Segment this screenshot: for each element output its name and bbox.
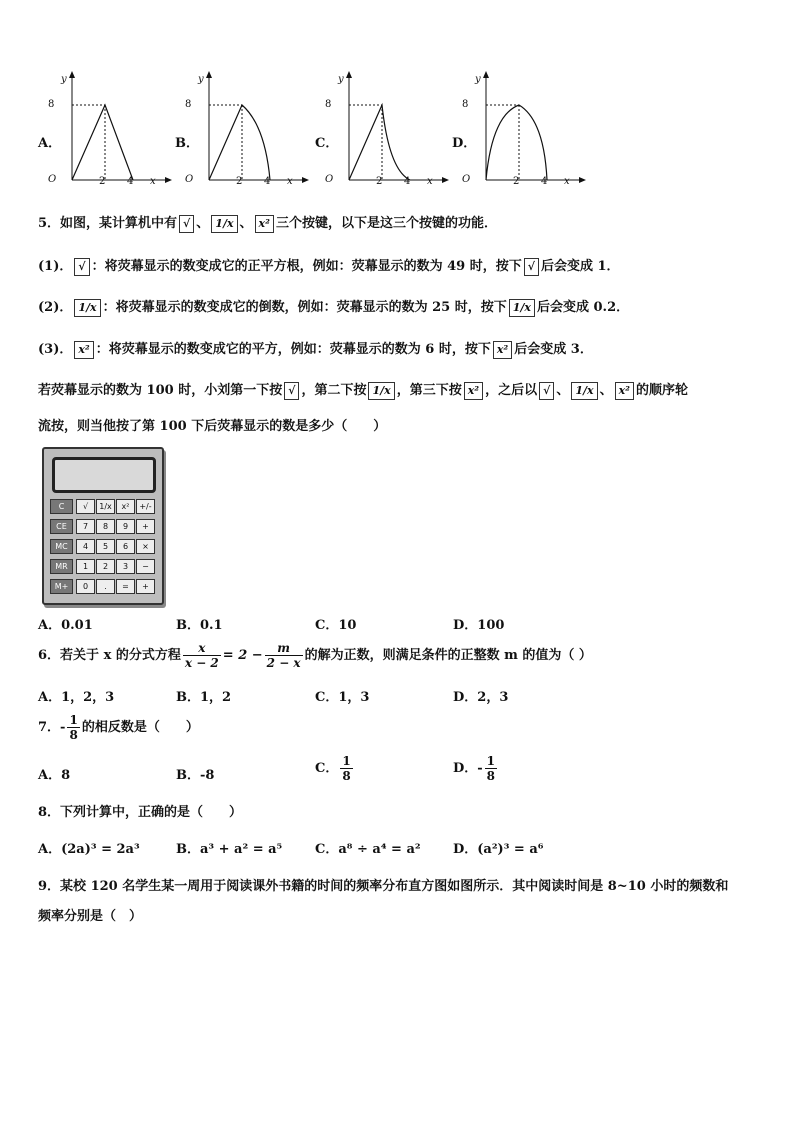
- calc-key: 1: [76, 559, 95, 574]
- option-label: D．: [452, 136, 477, 151]
- calc-key: √: [76, 499, 95, 514]
- calc-key: 3: [116, 559, 135, 574]
- graph-d-svg: [474, 70, 604, 200]
- point-text: 后会变成 1．: [540, 259, 620, 274]
- reciprocal-key-icon: 1/x: [74, 299, 100, 317]
- origin-label: O: [462, 174, 471, 185]
- fraction: [340, 754, 352, 783]
- calculator-illustration: [42, 447, 164, 605]
- peak-label: 8: [462, 99, 469, 110]
- point-text: ：将荧幕显示的数变成它的平方，例如：荧幕显示的数为 6 时，按下: [95, 342, 491, 357]
- q5-stem-text: 5．如图，某计算机中有: [38, 216, 178, 231]
- q6-option-b: B．1，2: [176, 690, 232, 705]
- x-tick-2: 2: [236, 176, 243, 187]
- y-axis-label: y: [475, 74, 481, 85]
- fraction-numerator: 1: [69, 713, 78, 727]
- question-text: 若荧幕显示的数为 100 时，小刘第一下按: [38, 383, 283, 398]
- peak-label: 8: [185, 99, 192, 110]
- fraction-denominator: x − 2: [184, 656, 219, 670]
- square-key-icon: x²: [74, 341, 93, 359]
- sqrt-key-icon: √: [179, 215, 194, 233]
- question-text: 的顺序轮: [636, 383, 689, 398]
- q5-option-a: A．0.01: [38, 618, 93, 633]
- graph-b-svg: [197, 70, 327, 200]
- fraction: [183, 641, 221, 670]
- q7-stem: [38, 713, 199, 742]
- q5-stem: [38, 212, 497, 233]
- graph-option-a: [38, 70, 188, 200]
- q7-option-b: B．-8: [176, 768, 215, 783]
- fraction-denominator: 2 − x: [266, 656, 301, 670]
- q5-point-2: [38, 296, 629, 317]
- graph-option-d: [452, 70, 602, 200]
- graph-a-svg: [60, 70, 190, 200]
- calc-key: 1/x: [96, 499, 115, 514]
- graph-c-svg: [337, 70, 467, 200]
- calc-key: .: [96, 579, 115, 594]
- calc-key: −: [136, 559, 155, 574]
- question-text: 、: [599, 383, 613, 398]
- fraction: [485, 754, 497, 783]
- calc-key: 2: [96, 559, 115, 574]
- calc-key: MC: [50, 539, 73, 554]
- q8-stem: 8．下列计算中，正确的是（ ）: [38, 805, 243, 820]
- fraction-denominator: 8: [69, 728, 78, 742]
- q5-option-b: B．0.1: [176, 618, 223, 633]
- x-tick-4: 4: [404, 176, 411, 187]
- q5-stem-sep: 、: [239, 216, 253, 231]
- x-tick-4: 4: [541, 176, 548, 187]
- x-tick-4: 4: [264, 176, 271, 187]
- q7-text: 的相反数是（ ）: [81, 720, 199, 735]
- reciprocal-key-icon: 1/x: [571, 382, 597, 400]
- option-label: C．: [315, 761, 339, 776]
- fraction-numerator: x: [183, 641, 221, 656]
- q5-stem-text: 三个按键，以下是这三个按键的功能．: [275, 216, 497, 231]
- point-text: 后会变成 3．: [514, 342, 593, 357]
- square-key-icon: x²: [493, 341, 512, 359]
- fraction: [265, 641, 303, 670]
- fraction: [67, 713, 79, 742]
- origin-label: O: [48, 174, 57, 185]
- q5-question-line2: 流按，则当他按了第 100 下后荧幕显示的数是多少（ ）: [38, 419, 387, 434]
- point-text: ：将荧幕显示的数变成它的正平方根，例如：荧幕显示的数为 49 时，按下: [91, 259, 522, 274]
- q7-option-c: [315, 754, 355, 783]
- q5-option-c: C．10: [315, 618, 357, 633]
- calc-key: 5: [96, 539, 115, 554]
- calc-key: C: [50, 499, 73, 514]
- reciprocal-key-icon: 1/x: [211, 215, 237, 233]
- q6-text: 6．若关于 x 的分式方程: [38, 648, 181, 663]
- x-axis-label: x: [427, 176, 433, 187]
- calc-key: ×: [136, 539, 155, 554]
- fraction-denominator: 8: [486, 769, 496, 783]
- point-number: (1)．: [38, 259, 73, 274]
- graph-option-c: [315, 70, 465, 200]
- x-axis-label: x: [564, 176, 570, 187]
- fraction-numerator: m: [265, 641, 303, 656]
- calc-key: M+: [50, 579, 73, 594]
- q8-option-d: D．(a²)³ = a⁶: [453, 842, 544, 857]
- q5-option-d: D．100: [453, 618, 505, 633]
- q6-stem: [38, 641, 592, 670]
- fraction-numerator: 1: [486, 754, 496, 768]
- option-label: C．: [315, 136, 339, 151]
- graph-option-b: [175, 70, 325, 200]
- origin-label: O: [185, 174, 194, 185]
- reciprocal-key-icon: 1/x: [368, 382, 394, 400]
- fraction-denominator: 8: [342, 769, 351, 783]
- calc-key: +: [136, 519, 155, 534]
- square-key-icon: x²: [255, 215, 274, 233]
- q6-option-a: A．1，2，3: [38, 690, 115, 705]
- x-axis-label: x: [150, 176, 156, 187]
- point-number: (2)．: [38, 300, 73, 315]
- q5-question-line1: [38, 379, 688, 400]
- calc-key: 7: [76, 519, 95, 534]
- square-key-icon: x²: [464, 382, 483, 400]
- q8-option-b: B．a³ + a² = a⁵: [176, 842, 283, 857]
- question-text: ，第二下按: [301, 383, 367, 398]
- q5-stem-sep: 、: [196, 216, 210, 231]
- q7-option-d: [453, 754, 499, 783]
- q5-point-1: [38, 255, 620, 276]
- question-text: ，第三下按: [396, 383, 462, 398]
- option-label: D．-: [453, 761, 483, 776]
- calc-key: CE: [50, 519, 73, 534]
- calc-key: +: [136, 579, 155, 594]
- q6-text: 的解为正数，则满足条件的正整数 m 的值为（ ）: [304, 648, 592, 663]
- y-axis-label: y: [61, 74, 67, 85]
- q7-text: 7．-: [38, 720, 66, 735]
- q7-option-a: A．8: [38, 768, 71, 783]
- point-number: (3)．: [38, 342, 73, 357]
- point-text: ：将荧幕显示的数变成它的倒数，例如：荧幕显示的数为 25 时，按下: [102, 300, 507, 315]
- q6-option-c: C．1，3: [315, 690, 370, 705]
- q8-option-a: A．(2a)³ = 2a³: [38, 842, 140, 857]
- question-text: ，之后以: [485, 383, 538, 398]
- calc-key: 6: [116, 539, 135, 554]
- calc-key: 9: [116, 519, 135, 534]
- sqrt-key-icon: √: [284, 382, 299, 400]
- y-axis-label: y: [338, 74, 344, 85]
- point-text: 后会变成 0.2．: [536, 300, 630, 315]
- q8-option-c: C．a⁸ ÷ a⁴ = a²: [315, 842, 421, 857]
- sqrt-key-icon: √: [539, 382, 554, 400]
- x-tick-2: 2: [513, 176, 520, 187]
- q9-line-1: 9．某校 120 名学生某一周用于阅读课外书籍的时间的频率分布直方图如图所示．其中阅读时间是 8~10 小时的频数和: [38, 879, 729, 894]
- fraction-numerator: 1: [342, 754, 351, 768]
- sqrt-key-icon: √: [74, 258, 89, 276]
- calc-key: 8: [96, 519, 115, 534]
- y-axis-label: y: [198, 74, 204, 85]
- q5-point-3: [38, 338, 593, 359]
- peak-label: 8: [325, 99, 332, 110]
- x-tick-2: 2: [99, 176, 106, 187]
- x-tick-2: 2: [376, 176, 383, 187]
- question-text: 、: [556, 383, 570, 398]
- sqrt-key-icon: √: [524, 258, 539, 276]
- x-tick-4: 4: [127, 176, 134, 187]
- peak-label: 8: [48, 99, 55, 110]
- calculator-screen: [52, 457, 156, 493]
- q9-line-2: 频率分别是（ ）: [38, 909, 143, 924]
- calc-key: 0: [76, 579, 95, 594]
- calc-key: =: [116, 579, 135, 594]
- option-label: B．: [175, 136, 199, 151]
- q6-option-d: D．2，3: [453, 690, 509, 705]
- calc-key: MR: [50, 559, 73, 574]
- x-axis-label: x: [287, 176, 293, 187]
- calc-key: +/-: [136, 499, 155, 514]
- calc-key: x²: [116, 499, 135, 514]
- origin-label: O: [325, 174, 334, 185]
- reciprocal-key-icon: 1/x: [509, 299, 535, 317]
- equation-part: = 2 −: [222, 648, 263, 663]
- calc-key: 4: [76, 539, 95, 554]
- option-label: A．: [38, 136, 62, 151]
- square-key-icon: x²: [615, 382, 634, 400]
